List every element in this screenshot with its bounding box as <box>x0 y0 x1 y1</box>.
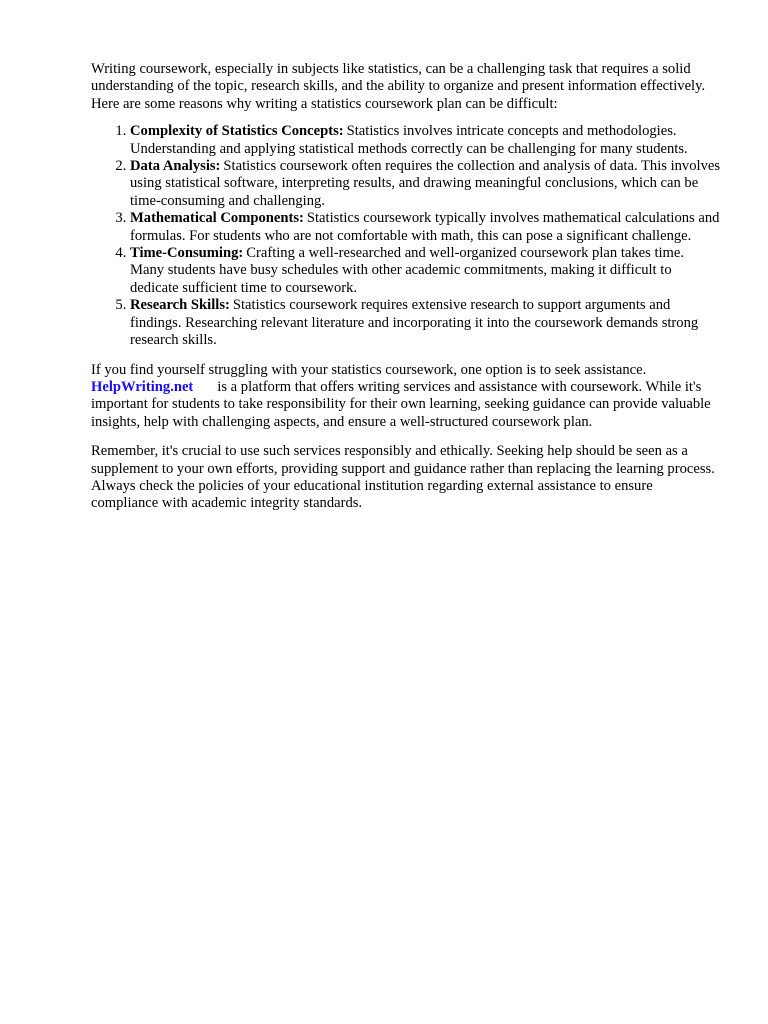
reason-term: Mathematical Components: <box>130 210 304 227</box>
document-page <box>91 61 721 513</box>
list-item <box>130 210 721 245</box>
list-item <box>130 158 721 210</box>
closing-paragraph: Remember, it's crucial to use such services responsibly and ethically. Seeking help should be seen as a supplement to your own efforts, providing support and guidance rather than replacing the learning process. Always check the policies of your educational institution regarding external assistance to ensure compliance with academic integrity standards. <box>91 443 715 512</box>
assistance-rest: is a platform that offers writing services and assistance with coursework. While it's important for students to take responsibility for their own learning, seeking guidance can provide valuable insights, help with challenging aspects, and ensure a well-structured coursework plan. <box>91 378 711 430</box>
list-item <box>130 123 721 158</box>
intro-paragraph: Writing coursework, especially in subjects like statistics, can be a challenging task that requires a solid understanding of the topic, research skills, and the ability to organize and present information effectively. Here are some reasons why writing a statistics coursework plan can be difficult: <box>91 61 706 112</box>
list-item <box>130 297 721 349</box>
reason-term: Complexity of Statistics Concepts: <box>130 123 344 140</box>
helpwriting-link[interactable]: HelpWriting.net <box>91 378 194 395</box>
reason-term: Time-Consuming: <box>130 245 244 262</box>
assistance-lead: If you find yourself struggling with your statistics coursework, one option is to seek assistance. <box>91 361 647 378</box>
reason-text: Statistics involves intricate concepts and methodologies. Understanding and applying statistical methods correctly can be challenging for many students. <box>130 123 688 157</box>
reason-text: Crafting a well-researched and well-organized coursework plan takes time. Many students have busy schedules with other academic commitments, making it difficult to dedicate sufficient time to coursework. <box>130 245 685 296</box>
reasons-list <box>91 123 721 349</box>
list-item <box>130 245 721 297</box>
reason-text: Statistics coursework often requires the collection and analysis of data. This involves using statistical software, interpreting results, and drawing meaningful conclusions, which can be time-consuming and challenging. <box>130 158 721 209</box>
reason-text: Statistics coursework requires extensive research to support arguments and findings. Researching relevant literature and incorporating it into the coursework demands strong research skills. <box>130 297 699 349</box>
reason-term: Research Skills: <box>130 297 230 314</box>
reason-term: Data Analysis: <box>130 158 221 175</box>
assistance-paragraph <box>91 362 721 432</box>
reason-text: Statistics coursework typically involves mathematical calculations and formulas. For students who are not comfortable with math, this can pose a significant challenge. <box>130 210 720 244</box>
